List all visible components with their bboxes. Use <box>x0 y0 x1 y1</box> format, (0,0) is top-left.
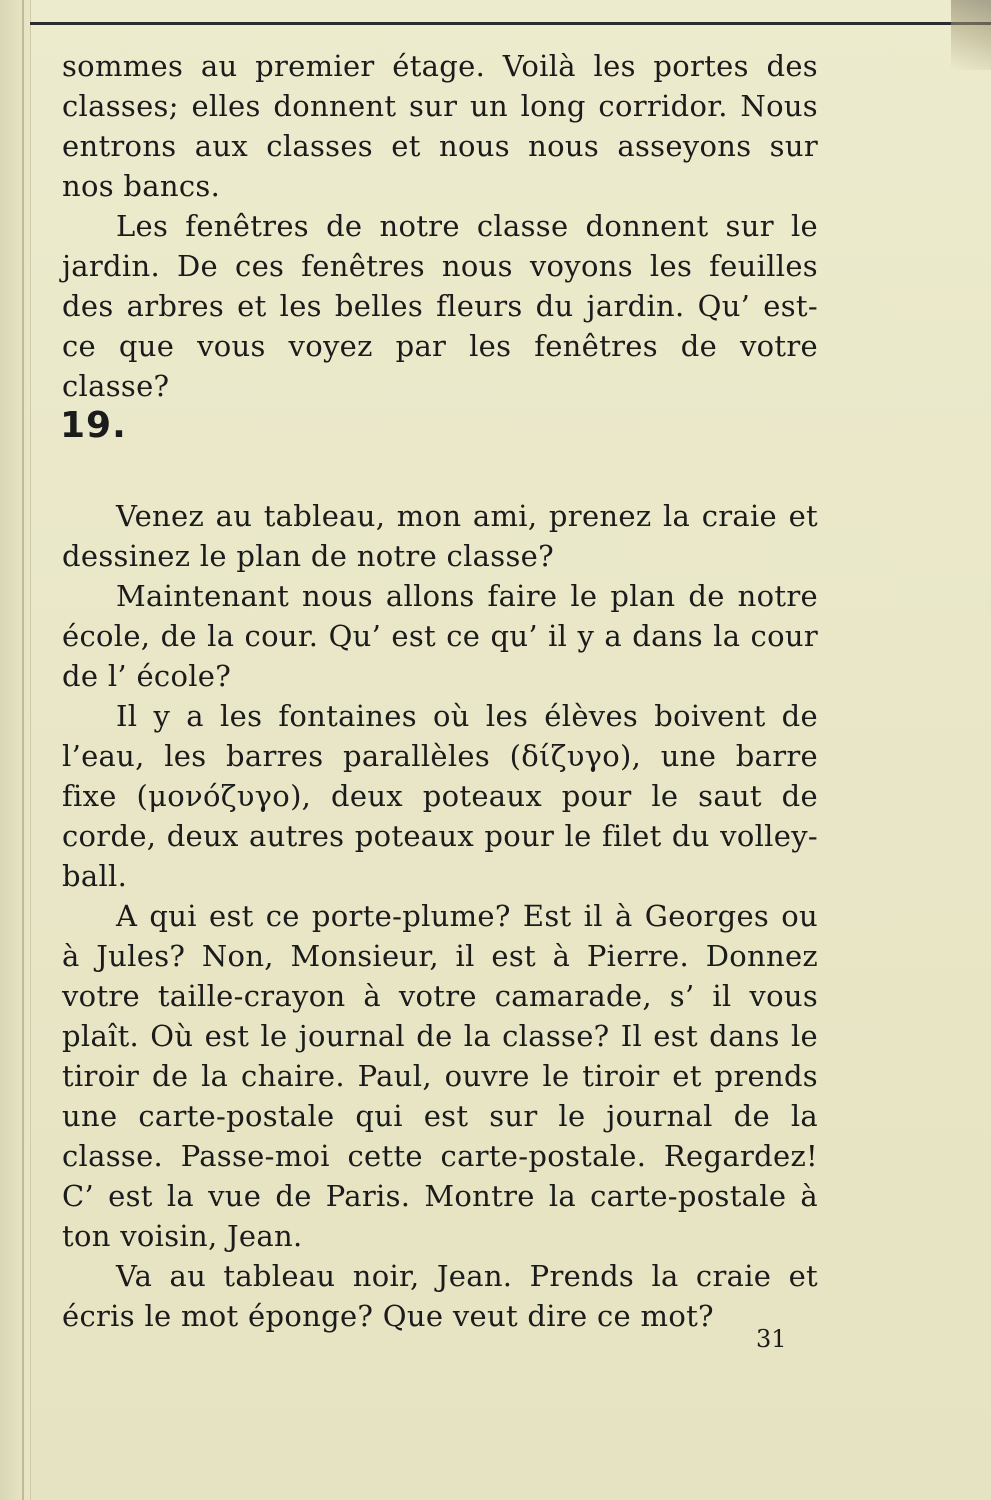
paragraph: sommes au premier étage. Voilà les portes des classes; elles donnent sur un long corridor. Nous entrons aux classes et nous nous asseyons sur nos bancs. <box>62 49 818 203</box>
text-block-top <box>62 46 818 406</box>
page-number: 31 <box>756 1325 787 1353</box>
page-spine <box>0 0 31 1500</box>
paragraph: A qui est ce porte-plume? Est il à Georges ou à Jules? Non, Monsieur, il est à Pierre. Donnez votre taille-crayon à votre camarade, s’ il vous plaît. Où est le journal de la classe? Il est dans le tiroir de la chaire. Paul, ouvre le tiroir et prends une carte-postale qui est sur le journal de la classe. Passe-moi cette carte-postale. Regardez! C’ est la vue de Paris. Montre la carte-postale à ton voisin, Jean. <box>62 899 818 1253</box>
spine-fold-line <box>22 0 24 1500</box>
paragraph: Les fenêtres de notre classe donnent sur le jardin. De ces fenêtres nous voyons les feuilles des arbres et les belles fleurs du jardin. Qu’ est-ce que vous voyez par les fenêtres de votre classe? <box>62 209 818 403</box>
paragraph: Maintenant nous allons faire le plan de notre école, de la cour. Qu’ est ce qu’ il y a dans la cour de l’ école? <box>62 579 818 693</box>
paragraph: Il y a les fontaines où les élèves boivent de l’eau, les barres parallèles (δίζυγο), une barre fixe (μονόζυγο), deux poteaux pour le saut de corde, deux autres poteaux pour le filet du volley-ball. <box>62 699 818 893</box>
page-top-edge <box>30 22 991 25</box>
paragraph: Venez au tableau, mon ami, prenez la craie et dessinez le plan de notre classe? <box>62 499 818 573</box>
paragraph: Va au tableau noir, Jean. Prends la craie et écris le mot éponge? Que veut dire ce mot? <box>62 1259 818 1333</box>
worn-corner <box>951 0 991 70</box>
section-number: 19. <box>60 405 127 446</box>
text-block-main <box>62 496 818 1336</box>
